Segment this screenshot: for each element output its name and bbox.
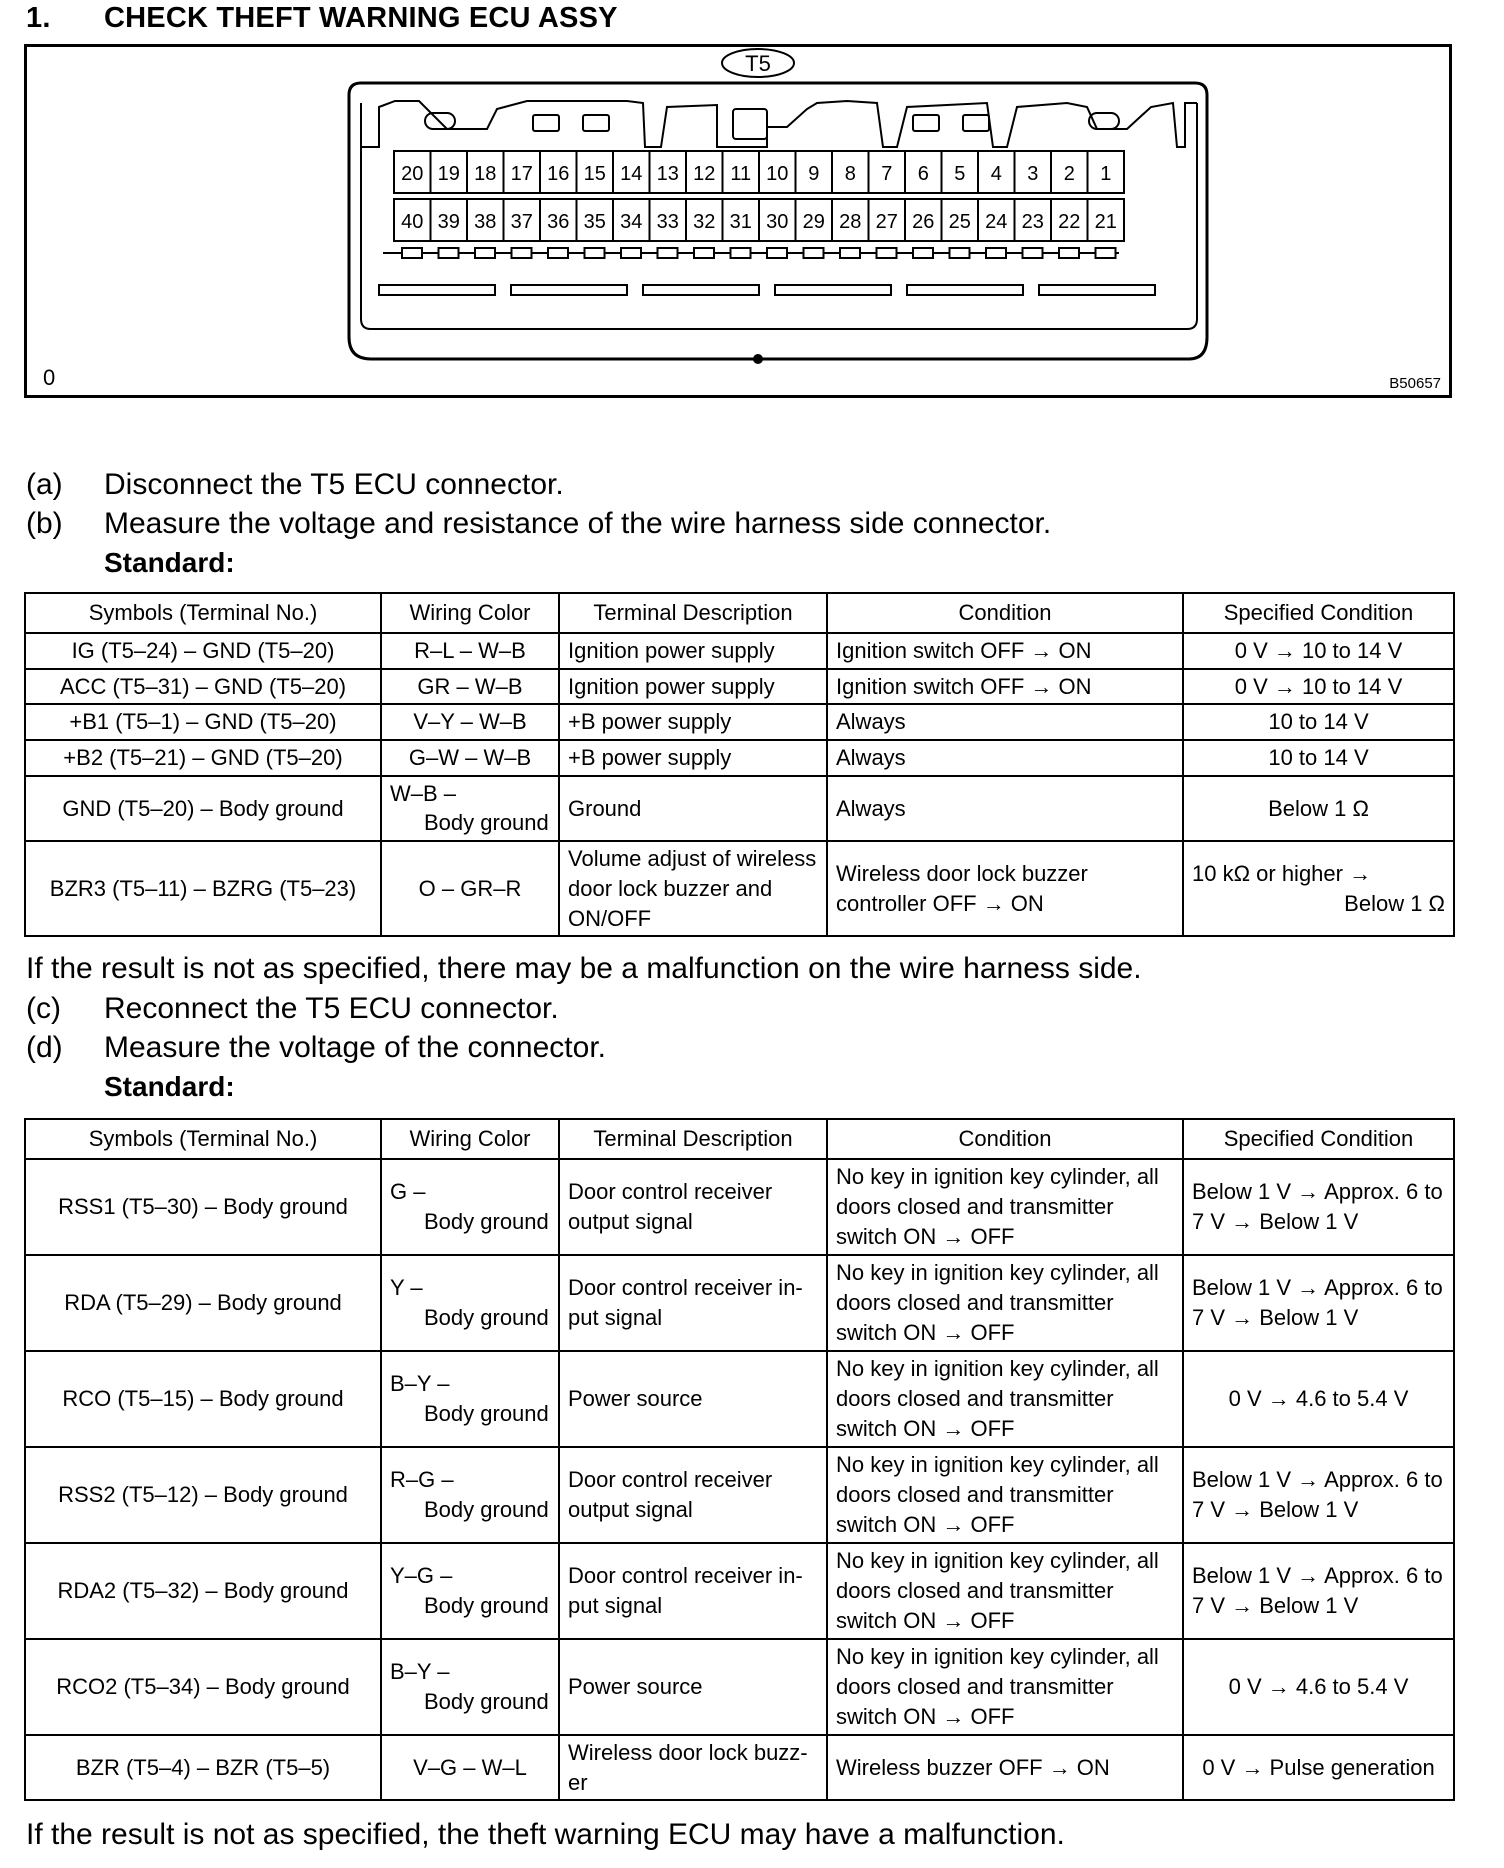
table-row [25, 1351, 1454, 1447]
terminal-number: 14 [620, 163, 643, 185]
terminal-number: 25 [948, 211, 971, 233]
wiring-color-line: G–W – W–B [408, 745, 532, 771]
pin-tab [1059, 248, 1079, 258]
terminal-number: 19 [437, 163, 460, 185]
step-text: Measure the voltage of the connector. [104, 1031, 606, 1064]
step-label: (d) [26, 1031, 63, 1064]
wiring-color-line: W–B – [390, 780, 457, 806]
specified-cell: Below 1 V → Approx. 6 to 7 V → Below 1 V [1183, 1255, 1454, 1351]
terminal-number: 30 [766, 211, 789, 233]
col-header-description: Terminal Description [559, 1119, 827, 1159]
table-row [25, 1447, 1454, 1543]
standard-label: Standard: [104, 1071, 235, 1102]
condition-cell: Wireless door lock buzzer controller OFF → ON [827, 841, 1183, 936]
terminal-number: 10 [766, 163, 789, 185]
wiring-color-line: Body ground [424, 1401, 549, 1426]
specified-cell: 0 V → Pulse generation [1183, 1735, 1454, 1800]
terminal-number: 1 [1100, 163, 1112, 185]
terminal-number: 31 [729, 211, 752, 233]
col-header-specified: Specified Condition [1183, 593, 1454, 633]
terminal-number: 22 [1058, 211, 1081, 233]
terminal-number: 32 [693, 211, 716, 233]
symbol-cell: RSS1 (T5–30) – Body ground [25, 1159, 381, 1255]
terminal-number: 35 [583, 211, 606, 233]
condition-cell: Always [827, 704, 1183, 740]
terminal-number: 37 [510, 211, 533, 233]
description-cell: +B power supply [559, 740, 827, 776]
pin-tab [1096, 248, 1116, 258]
wiring-color-cell [381, 1351, 559, 1447]
specified-cell [1183, 841, 1454, 936]
step-label: (a) [26, 468, 63, 501]
pin-tab [475, 248, 495, 258]
wiring-color-cell [381, 1735, 559, 1800]
step-text: Reconnect the T5 ECU connector. [104, 992, 559, 1025]
terminal-number: 38 [474, 211, 497, 233]
standard-table-1 [24, 592, 1455, 937]
terminal-number: 12 [693, 163, 716, 185]
condition-cell: Always [827, 740, 1183, 776]
pin-tab [950, 248, 970, 258]
table-row [25, 740, 1454, 776]
terminal-number: 40 [401, 211, 424, 233]
terminal-number: 7 [881, 163, 893, 185]
pin-tab [986, 248, 1006, 258]
step-text: Disconnect the T5 ECU connector. [104, 468, 564, 501]
step-a [26, 468, 564, 502]
col-header-condition: Condition [827, 1119, 1183, 1159]
specified-cell: 10 to 14 V [1183, 740, 1454, 776]
result-note-1: If the result is not as specified, there may be a malfunction on the wire harness side. [26, 952, 1142, 985]
col-header-wiring-color: Wiring Color [381, 1119, 559, 1159]
terminal-number: 13 [656, 163, 679, 185]
description-cell: Volume adjust of wireless door lock buzzer and ON/OFF [559, 841, 827, 936]
pin-tab [804, 248, 824, 258]
terminal-number: 16 [547, 163, 570, 185]
terminal-grid [394, 151, 1124, 241]
description-cell: Ignition power supply [559, 669, 827, 705]
pin-tab [512, 248, 532, 258]
specified-cell: Below 1 V → Approx. 6 to 7 V → Below 1 V [1183, 1543, 1454, 1639]
wiring-color-line: Body ground [424, 1593, 549, 1618]
terminal-number: 8 [844, 163, 856, 185]
specified-cell: Below 1 V → Approx. 6 to 7 V → Below 1 V [1183, 1159, 1454, 1255]
wiring-color-line: Body ground [424, 1497, 549, 1522]
wiring-color-cell [381, 1639, 559, 1735]
table-row [25, 1735, 1454, 1800]
wiring-color-cell [381, 1447, 559, 1543]
terminal-number: 36 [547, 211, 570, 233]
terminal-number: 20 [401, 163, 424, 185]
condition-cell: No key in ignition key cylinder, all doors closed and transmitter switch ON → OFF [827, 1447, 1183, 1543]
pin-tab [731, 248, 751, 258]
wiring-color-line: B–Y – [390, 1659, 450, 1685]
table-row [25, 633, 1454, 669]
figure-corner-mark: 0 [43, 365, 56, 390]
description-cell: Ground [559, 776, 827, 841]
terminal-number: 29 [802, 211, 825, 233]
description-cell: Door control receiver in-put signal [559, 1255, 827, 1351]
wiring-color-cell [381, 633, 559, 669]
terminal-number: 34 [620, 211, 643, 233]
pin-tab [694, 248, 714, 258]
step-label: (c) [26, 992, 61, 1025]
wiring-color-line: Body ground [424, 1305, 549, 1330]
symbol-cell: RDA (T5–29) – Body ground [25, 1255, 381, 1351]
wiring-color-line: Body ground [424, 1689, 549, 1714]
step-c [26, 992, 559, 1026]
condition-cell: Always [827, 776, 1183, 841]
pin-tab [585, 248, 605, 258]
wiring-color-cell [381, 1255, 559, 1351]
terminal-number: 27 [875, 211, 898, 233]
col-header-specified: Specified Condition [1183, 1119, 1454, 1159]
wiring-color-line: V–Y – W–B [413, 709, 527, 735]
specified-cell: 0 V → 4.6 to 5.4 V [1183, 1639, 1454, 1735]
step-d [26, 1031, 606, 1065]
table-row [25, 841, 1454, 936]
terminal-number: 15 [583, 163, 606, 185]
condition-cell: No key in ignition key cylinder, all doors closed and transmitter switch ON → OFF [827, 1351, 1183, 1447]
section-heading [26, 2, 618, 35]
wiring-color-cell [381, 704, 559, 740]
pin-tab [621, 248, 641, 258]
wiring-color-cell [381, 669, 559, 705]
condition-cell: No key in ignition key cylinder, all doors closed and transmitter switch ON → OFF [827, 1639, 1183, 1735]
symbol-cell: BZR3 (T5–11) – BZRG (T5–23) [25, 841, 381, 936]
wiring-color-cell [381, 776, 559, 841]
wiring-color-line: R–G – [390, 1467, 454, 1493]
symbol-cell: RDA2 (T5–32) – Body ground [25, 1543, 381, 1639]
pin-tab [548, 248, 568, 258]
terminal-number: 18 [474, 163, 497, 185]
pin-tab [658, 248, 678, 258]
pin-tab [913, 248, 933, 258]
connector-diagram [24, 44, 1452, 398]
terminal-number: 5 [954, 163, 966, 185]
table-row [25, 1255, 1454, 1351]
wiring-color-cell [381, 1159, 559, 1255]
specified-line: 10 kΩ or higher → [1192, 860, 1372, 886]
specified-cell: Below 1 Ω [1183, 776, 1454, 841]
description-cell: Ignition power supply [559, 633, 827, 669]
wiring-color-line: Body ground [424, 1209, 549, 1234]
condition-cell: No key in ignition key cylinder, all doors closed and transmitter switch ON → OFF [827, 1255, 1183, 1351]
table-row [25, 704, 1454, 740]
step-text: Measure the voltage and resistance of the wire harness side connector. [104, 507, 1052, 540]
connector-label: T5 [745, 51, 771, 76]
wiring-color-line: GR – W–B [417, 673, 523, 699]
wiring-color-cell [381, 841, 559, 936]
symbol-cell: RCO2 (T5–34) – Body ground [25, 1639, 381, 1735]
description-cell: Door control receiver output signal [559, 1159, 827, 1255]
terminal-number: 33 [656, 211, 679, 233]
condition-cell: No key in ignition key cylinder, all doors closed and transmitter switch ON → OFF [827, 1159, 1183, 1255]
wiring-color-line: Y – [390, 1275, 423, 1301]
description-cell: Power source [559, 1351, 827, 1447]
symbol-cell: RSS2 (T5–12) – Body ground [25, 1447, 381, 1543]
terminal-number: 11 [730, 163, 752, 185]
symbol-cell: BZR (T5–4) – BZR (T5–5) [25, 1735, 381, 1800]
description-cell: +B power supply [559, 704, 827, 740]
specified-cell: 0 V → 10 to 14 V [1183, 669, 1454, 705]
section-title: CHECK THEFT WARNING ECU ASSY [104, 2, 618, 34]
specified-cell: 10 to 14 V [1183, 704, 1454, 740]
description-cell: Door control receiver output signal [559, 1447, 827, 1543]
table-header-row [25, 593, 1454, 633]
col-header-symbols: Symbols (Terminal No.) [25, 1119, 381, 1159]
pin-tab [840, 248, 860, 258]
col-header-description: Terminal Description [559, 593, 827, 633]
pin-tab [1023, 248, 1043, 258]
wiring-color-line: O – GR–R [418, 875, 522, 901]
standard-table-2 [24, 1118, 1455, 1801]
section-number: 1. [26, 2, 51, 34]
description-cell: Door control receiver in-put signal [559, 1543, 827, 1639]
standard-label: Standard: [104, 547, 235, 578]
table-row [25, 1639, 1454, 1735]
wiring-color-line: B–Y – [390, 1371, 450, 1397]
terminal-number: 9 [808, 163, 820, 185]
condition-cell: Ignition switch OFF → ON [827, 669, 1183, 705]
condition-cell: Wireless buzzer OFF → ON [827, 1735, 1183, 1800]
symbol-cell: GND (T5–20) – Body ground [25, 776, 381, 841]
wiring-color-line: V–G – W–L [413, 1754, 527, 1780]
pin-tab [767, 248, 787, 258]
specified-line: Below 1 Ω [1344, 890, 1445, 916]
connector-drawing [27, 47, 1449, 395]
wiring-color-line: Y–G – [390, 1563, 453, 1589]
pin-tab [439, 248, 459, 258]
wiring-color-line: Body ground [424, 810, 549, 836]
symbol-cell: ACC (T5–31) – GND (T5–20) [25, 669, 381, 705]
condition-cell: Ignition switch OFF → ON [827, 633, 1183, 669]
step-label: (b) [26, 507, 63, 540]
table-row [25, 1543, 1454, 1639]
col-header-condition: Condition [827, 593, 1183, 633]
terminal-number: 23 [1021, 211, 1044, 233]
terminal-number: 21 [1094, 211, 1117, 233]
pin-tab [402, 248, 422, 258]
description-cell: Power source [559, 1639, 827, 1735]
figure-code: B50657 [1389, 375, 1441, 392]
wiring-color-line: R–L – W–B [414, 638, 526, 663]
terminal-number: 4 [990, 163, 1002, 185]
symbol-cell: +B1 (T5–1) – GND (T5–20) [25, 704, 381, 740]
col-header-symbols: Symbols (Terminal No.) [25, 593, 381, 633]
terminal-number: 3 [1027, 163, 1039, 185]
terminal-number: 2 [1063, 163, 1075, 185]
table-row [25, 776, 1454, 841]
terminal-number: 6 [917, 163, 929, 185]
wiring-color-cell [381, 740, 559, 776]
col-header-wiring-color: Wiring Color [381, 593, 559, 633]
terminal-number: 17 [510, 163, 533, 185]
table-row [25, 669, 1454, 705]
specified-cell: 0 V → 4.6 to 5.4 V [1183, 1351, 1454, 1447]
symbol-cell: RCO (T5–15) – Body ground [25, 1351, 381, 1447]
terminal-number: 28 [839, 211, 862, 233]
specified-cell: Below 1 V → Approx. 6 to 7 V → Below 1 V [1183, 1447, 1454, 1543]
terminal-number: 26 [912, 211, 935, 233]
terminal-number: 39 [437, 211, 460, 233]
pin-tab [877, 248, 897, 258]
wiring-color-cell [381, 1543, 559, 1639]
table-header-row [25, 1119, 1454, 1159]
wiring-color-line: G – [390, 1179, 426, 1205]
symbol-cell: IG (T5–24) – GND (T5–20) [25, 633, 381, 669]
specified-cell: 0 V → 10 to 14 V [1183, 633, 1454, 669]
condition-cell: No key in ignition key cylinder, all doors closed and transmitter switch ON → OFF [827, 1543, 1183, 1639]
terminal-number: 24 [985, 211, 1008, 233]
description-cell: Wireless door lock buzz-er [559, 1735, 827, 1800]
result-note-2: If the result is not as specified, the theft warning ECU may have a malfunction. [26, 1818, 1065, 1851]
step-b [26, 507, 1051, 541]
symbol-cell: +B2 (T5–21) – GND (T5–20) [25, 740, 381, 776]
table-row [25, 1159, 1454, 1255]
